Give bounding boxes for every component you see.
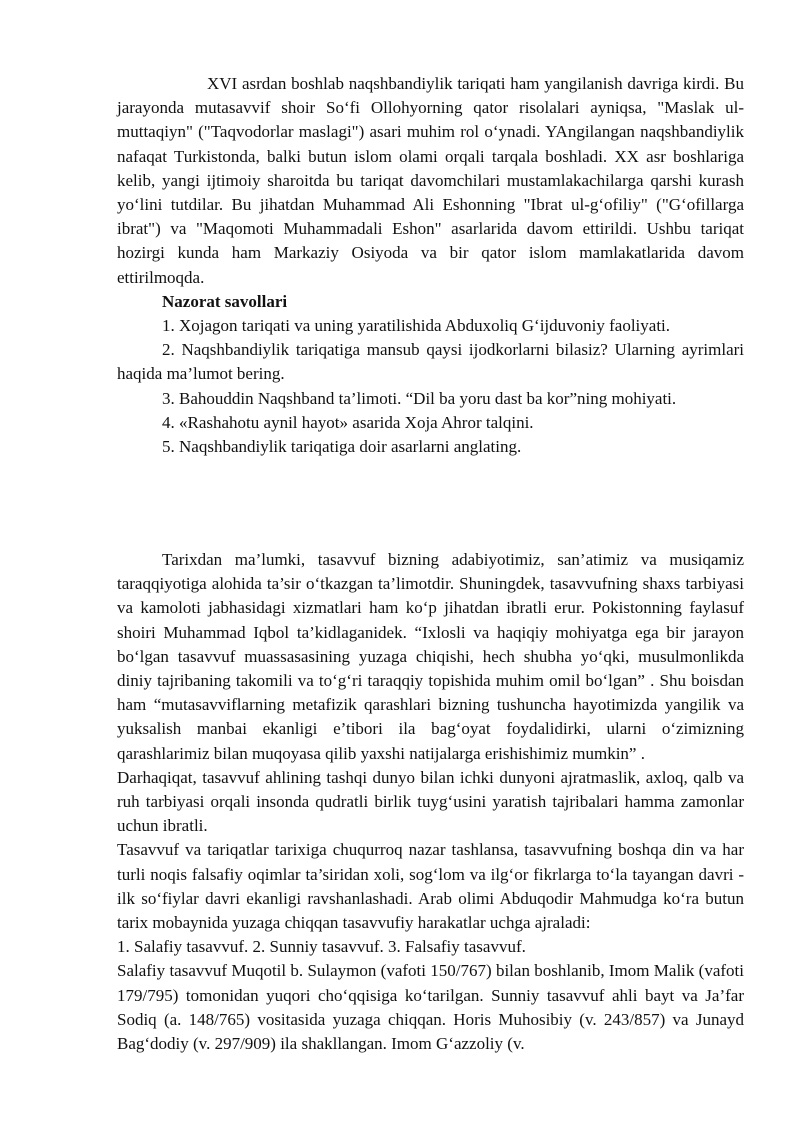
question-item: 1. Xojagon tariqati va uning yaratilishida Abduxoliq G‘ijduvoniy faoliyati. [162,316,671,336]
body-paragraph: Tarixdan ma’lumki, tasavvuf bizning adabiyotimiz, san’atimiz va musiqamiz taraqqiyotiga alohida ta’sir o‘tkazgan ta’limotdir. Shuningdek, tasavvufning shaxs tarbiyasi va kamoloti jabhasidagi xizmatlari ham ko‘p jihatdan ibratli erur. Pokistonning faylasuf shoiri Muhammad Iqbol ta’kidlaganidek. “Ixlosli va haqiqiy mohiyatga ega bir jarayon bo‘lgan tasavvuf muassasasining yuzaga chiqishi, hech shubha yo‘qki, musulmonlikda diniy tajribaning takomili va to‘g‘ri taraqqiy topishida muhim omil bo‘lgan” . Shu boisdan ham “mutasavviflarning metafizik qarashlari bizning tushuncha hayotimizda yangilik va yuksalish manbai ekanligi e’tibori ila bag‘oyat foydalidirki, ularni o‘zimizning qarashlarimiz bilan muqoyasa qilib yaxshi natijalarga erishishimiz mumkin” . [117,550,744,763]
body-paragraph: Tasavvuf va tariqatlar tarixiga chuqurroq nazar tashlansa, tasavvufning boshqa din va har turli noqis falsafiy oqimlar ta’siridan xoli, sog‘lom va ilg‘or fikrlarga to‘la tayangan davri - ilk so‘fiylar davri ekanligi ravshanlashadi. Arab olimi Abduqodir Mahmudga ko‘ra butun tarix mobaynida yuzaga chiqqan tasavvufiy harakatlar uchga ajraladi: [117,840,744,933]
section-naqshbandiylik [117,72,744,459]
control-questions-heading: Nazorat savollari [162,291,288,311]
body-paragraph: 1. Salafiy tasavvuf. 2. Sunniy tasavvuf. 3. Falsafiy tasavvuf. [117,937,526,957]
section-tasavvuf [117,548,744,1056]
body-paragraph: Salafiy tasavvuf Muqotil b. Sulaymon (vafoti 150/767) bilan boshlanib, Imom Malik (vafoti 179/795) tomonidan yuqori cho‘qqisiga ko‘tarilgan. Sunniy tasavvuf ahli bayt va Ja’far Sodiq (a. 148/765) vositasida yuzaga chiqqan. Horis Muhosibiy (v. 243/857) va Junayd Bag‘dodiy (v. 297/909) ila shakllangan. Imom G‘azzoliy (v. [117,961,744,1054]
question-item: 5. Naqshbandiylik tariqatiga doir asarlarni anglating. [162,437,522,457]
question-item: 2. Naqshbandiylik tariqatiga mansub qaysi ijodkorlarni bilasiz? Ularning ayrimlari haqida ma’lumot bering. [117,340,744,384]
intro-paragraph: XVI asrdan boshlab naqshbandiylik tariqati ham yangilanish davriga kirdi. Bu jarayonda mutasavvif shoir So‘fi Ollohyorning qator risolalari ayniqsa, "Maslak ul-muttaqiyn" ("Taqvodorlar maslagi") asari muhim rol o‘ynadi. YAngilangan naqshbandiylik nafaqat Turkistonda, balki butun islom olami orqali tarqala boshladi. XX asr boshlariga kelib, yangi ijtimoiy sharoitda bu tariqat davomchilari mustamlakachilarga qarshi kurash yo‘lini tutdilar. Bu jihatdan Muhammad Ali Eshonning "Ibrat ul-g‘ofiliy" ("G‘ofillarga ibrat") va "Maqomoti Muhammadali Eshon" asarlarida davom ettirildi. Ushbu tariqat hozirgi kunda ham Markaziy Osiyoda va bir qator islom mamlakatlarida davom ettirilmoqda. [117,74,744,287]
question-item: 4. «Rashahotu aynil hayot» asarida Xoja Ahror talqini. [162,412,534,432]
question-item: 3. Bahouddin Naqshband ta’limoti. “Dil ba yoru dast ba kor”ning mohiyati. [162,388,677,408]
body-paragraph: Darhaqiqat, tasavvuf ahlining tashqi dunyo bilan ichki dunyoni ajratmaslik, axloq, qalb va ruh tarbiyasi orqali insonda qudratli birlik tuyg‘usini yaratish tajribalari hamma zamonlar uchun ibratli. [117,767,744,836]
